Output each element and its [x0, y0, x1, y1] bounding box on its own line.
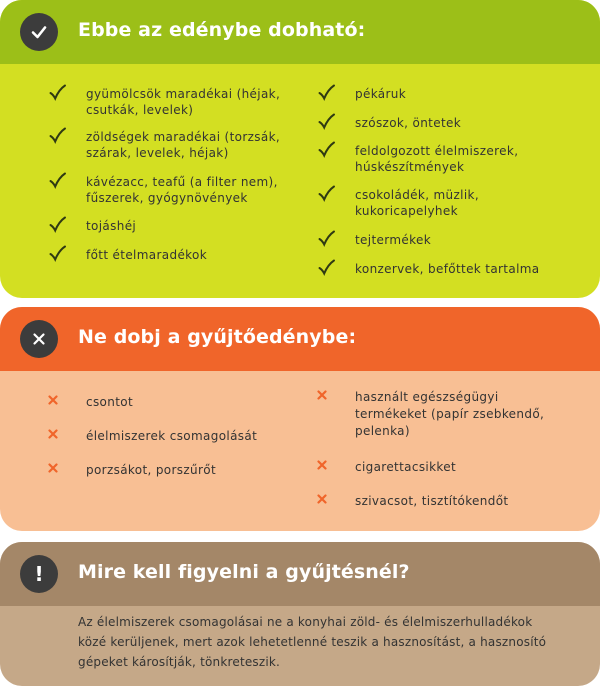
list-item-line: porzsákot, porszűrőt: [86, 463, 217, 477]
allowed-header: [0, 0, 600, 64]
list-item-line: csontot: [86, 395, 133, 409]
forbidden-title: Ne dobj a gyűjtőedénybe:: [78, 326, 357, 348]
checkmark-icon: [317, 83, 337, 103]
list-item-line: élelmiszerek csomagolását: [86, 429, 258, 443]
list-item-line: fűszerek, gyógynövények: [86, 191, 248, 205]
x-mark-icon: [317, 390, 327, 400]
checkmark-icon: [48, 244, 68, 264]
list-item-label: [355, 115, 461, 131]
list-item-label: [86, 86, 280, 118]
x-mark-icon: [48, 429, 58, 439]
list-item-line: csokoládék, müzlik,: [355, 188, 479, 202]
list-item-line: pékáruk: [355, 87, 407, 101]
list-item-line: kávézacc, teafű (a filter nem),: [86, 175, 278, 189]
list-item-label: [86, 462, 216, 479]
checkmark-icon: [48, 83, 68, 103]
list-item-line: zöldségek maradékai (torzsák,: [86, 130, 281, 144]
checkmark-icon: [48, 126, 68, 146]
checkmark-icon: [48, 171, 68, 191]
notice-line: Az élelmiszerek csomagolásai ne a konyhai zöld- és élelmiszerhulladékok: [78, 615, 533, 629]
close-icon: [20, 320, 58, 358]
list-item-label: [355, 143, 518, 175]
list-item-line: feldolgozott élelmiszerek,: [355, 144, 519, 158]
list-item-label: [355, 261, 540, 277]
list-item-label: [355, 187, 479, 219]
list-item-line: használt egészségügyi: [355, 390, 499, 404]
list-item-line: termékeket (papír zsebkendő,: [355, 407, 545, 421]
list-item-line: húskészítmények: [355, 160, 465, 174]
notice-line: közé kerüljenek, mert azok lehetetlenné teszik a hasznosítást, a hasznosító: [78, 635, 547, 649]
list-item-line: kukoricapelyhek: [355, 204, 458, 218]
checkmark-icon: [317, 112, 337, 132]
exclamation-glyph: !: [34, 562, 44, 586]
list-item-label: [86, 394, 133, 411]
checkmark-icon: [317, 258, 337, 278]
checkmark-icon: [317, 184, 337, 204]
x-mark-icon: [317, 460, 327, 470]
x-mark-icon: [48, 395, 58, 405]
list-item-label: [86, 218, 136, 234]
checkmark-icon: [20, 13, 58, 51]
list-item-label: [86, 129, 280, 161]
notice-section: [0, 542, 600, 686]
notice-line: gépeket károsítják, tönkreteszik.: [78, 655, 281, 669]
forbidden-header: [0, 307, 600, 371]
list-item-line: csutkák, levelek): [86, 103, 194, 117]
list-item-line: szószok, öntetek: [355, 116, 462, 130]
list-item-line: főtt ételmaradékok: [86, 248, 208, 262]
x-mark-icon: [48, 463, 58, 473]
list-item-label: [355, 232, 431, 248]
allowed-title: Ebbe az edénybe dobható:: [78, 19, 366, 41]
allowed-section: [0, 0, 600, 298]
checkmark-icon: [48, 215, 68, 235]
list-item-line: pelenka): [355, 424, 410, 438]
x-mark-icon: [317, 494, 327, 504]
list-item-label: [355, 493, 508, 510]
list-item-label: [355, 459, 456, 476]
list-item-label: [355, 389, 544, 440]
list-item-label: [86, 174, 278, 206]
list-item-line: tejtermékek: [355, 233, 432, 247]
checkmark-icon: [317, 229, 337, 249]
notice-title: Mire kell figyelni a gyűjtésnél?: [78, 561, 410, 583]
forbidden-section: [0, 307, 600, 531]
list-item-label: [86, 428, 257, 445]
exclamation-icon: [20, 555, 58, 593]
notice-text: [78, 612, 578, 672]
list-item-line: szárak, levelek, héjak): [86, 146, 229, 160]
list-item-line: szivacsot, tisztítókendőt: [355, 494, 509, 508]
notice-header: [0, 542, 600, 606]
list-item-line: konzervek, befőttek tartalma: [355, 262, 540, 276]
list-item-line: tojáshéj: [86, 219, 137, 233]
list-item-line: cigarettacsikket: [355, 460, 457, 474]
checkmark-icon: [317, 140, 337, 160]
list-item-label: [355, 86, 406, 102]
list-item-line: gyümölcsök maradékai (héjak,: [86, 87, 281, 101]
list-item-label: [86, 247, 207, 263]
